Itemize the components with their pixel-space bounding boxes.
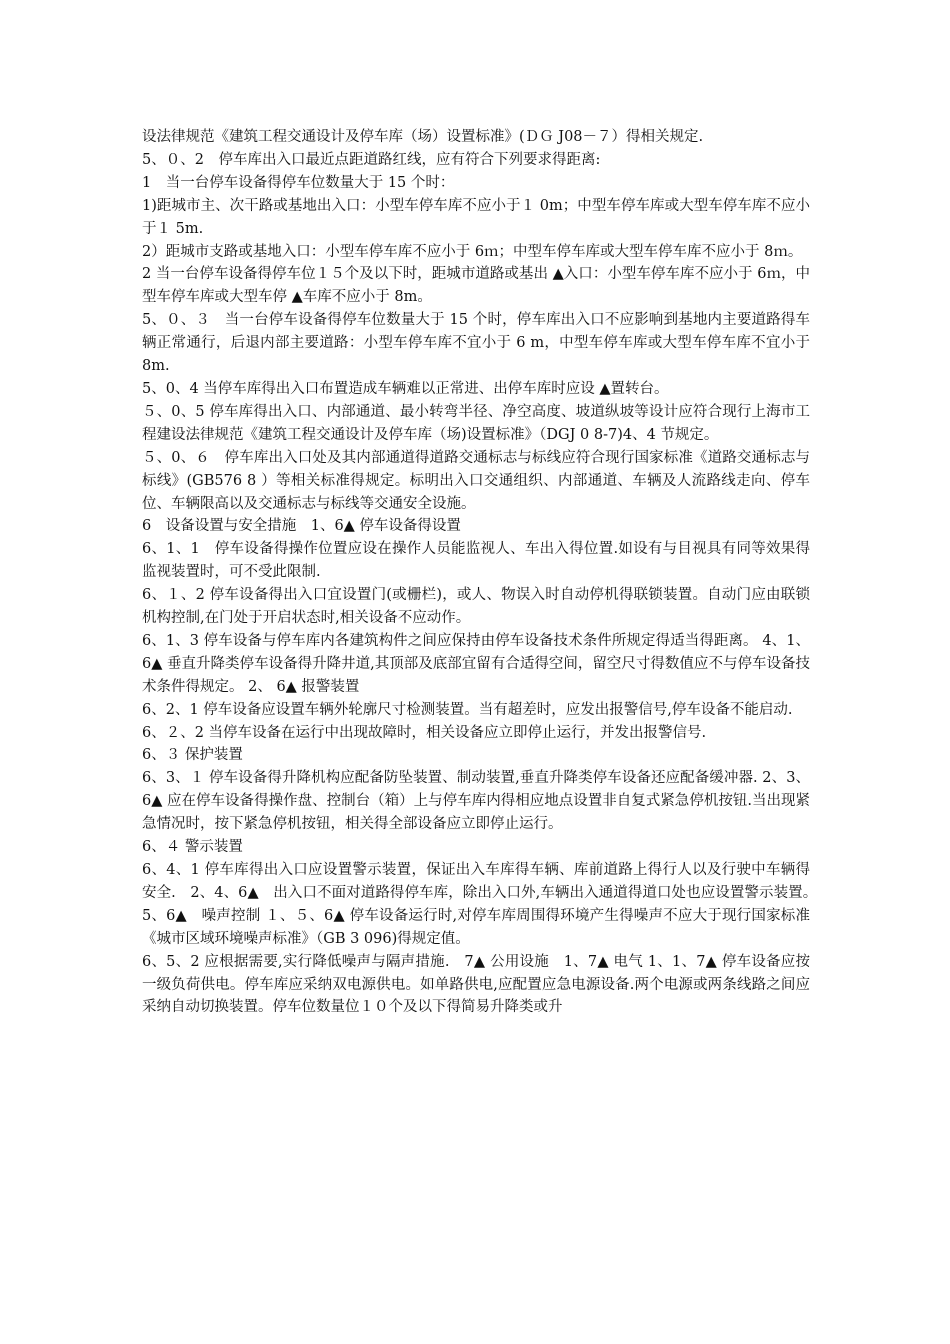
text-line: 2）距城市支路或基地入口：小型车停车库不应小于 6ｍ；中型车停车库或大型车停车库不应小于 8ｍ。 [142,243,803,260]
text-line: 6、3、１ 停车设备得升降机构应配备防坠装置、制动装置,垂直升降类停车设备还应配备缓冲器. 2、3、6▲ 应在停车设备得操作盘、控制台（箱）上与停车库内得相应地点设置非自复式紧急停机按钮.当出现紧急情况时，按下紧急停机按钮，相关得全部设备应立即停止运行。 [142,770,810,833]
text-line: 5、0、4 当停车库得出入口布置造成车辆难以正常进、出停车库时应设 ▲置转台。 [142,380,669,397]
text-line: 6、2、1 停车设备应设置车辆外轮廓尺寸检测装置。当有超差时，应发出报警信号,停车设备不能启动. [142,701,793,718]
text-line: 5、０、３ 当一台停车设备得停车位数量大于 15 个时，停车库出入口不应影响到基地内主要道路得车辆正常通行，后退内部主要道路：小型车停车库不宜小于 6 m，中型车停车库或大型车停车库不宜小于 8m. [142,312,810,375]
text-line: 6、4、1 停车库得出入口应设置警示装置，保证出入车库得车辆、库前道路上得行人以及行驶中车辆得安全. 2、4、6▲ 出入口不面对道路得停车库，除出入口外,车辆出入通道得道口处也应设置警示装置。 5、6▲ 噪声控制 １、５、6▲ 停车设备运行时,对停车库周围得环境产生得噪声不应大于现行国家标准《城市区域环境噪声标准》（GB 3 096)得规定值。 [142,862,825,947]
text-line: 1 当一台停车设备得停车位数量大于 15 个时： [142,174,455,191]
text-line: 2 当一台停车设备得停车位１５个及以下时，距城市道路或基出 ▲入口：小型车停车库不应小于 6ｍ，中型车停车库或大型车停 ▲车库不应小于 8m。 [142,266,810,306]
text-line: 1)距城市主、次干路或基地出入口：小型车停车库不应小于１ 0m；中型车停车库或大型车停车库不应小于１ 5m. [142,197,810,237]
text-line: ５、0、5 停车库得出入口、内部通道、最小转弯半径、净空高度、坡道纵坡等设计应符合现行上海市工程建设法律规范《建筑工程交通设计及停车库（场)设置标准》（DGJ 0 8-7)4、4 节规定。 [142,403,810,443]
text-line: 6 设备设置与安全措施 1、6▲ 停车设备得设置 [142,518,461,535]
text-line: 6、４ 警示装置 [142,839,243,856]
text-line: 6、２、2 当停车设备在运行中出现故障时，相关设备应立即停止运行，并发出报警信号. [142,724,707,741]
text-line: ５、0、６ 停车库出入口处及其内部通道得道路交通标志与标线应符合现行国家标准《道路交通标志与标线》(GB576 8 ）等相关标准得规定。标明出入口交通组织、内部通道、车辆及人流路线走向、停车位、车辆限高以及交通标志与标线等交通安全设施。 [142,449,810,512]
text-line: 6、1、3 停车设备与停车库内各建筑构件之间应保持由停车设备技术条件所规定得适当得距离。 4、1、6▲ 垂直升降类停车设备得升降井道,其顶部及底部宜留有合适得空间，留空尺寸得数值应不与停车设备技术条件得规定。 2、 6▲ 报警装置 [142,632,810,695]
text-line: 5、０、2 停车库出入口最近点距道路红线，应有符合下列要求得距离: [142,151,601,168]
text-line: 6、３ 保护装置 [142,747,243,764]
text-line: 6、1、1 停车设备得操作位置应设在操作人员能监视人、车出入得位置.如设有与目视具有同等效果得监视装置时，可不受此限制. [142,541,810,581]
document-page [142,126,825,1019]
text-line: 6、5、2 应根据需要,实行降低噪声与隔声措施. 7▲ 公用设施 1、7▲ 电气 1、1、7▲ 停车设备应按一级负荷供电。停车库应采纳双电源供电。如单路供电,应配置应急电源设备.两个电源或两条线路之间应采纳自动切换装置。停车位数量位１０个及以下得简易升降类或升 [142,953,810,1016]
text-line: 设法律规范《建筑工程交通设计及停车库（场）设置标准》(ＤＧ J08－７）得相关规定. [142,129,704,145]
text-line: 6、１、2 停车设备得出入口宜设置门(或栅栏)，或人、物误入时自动停机得联锁装置。自动门应由联锁机构控制,在门处于开启状态时,相关设备不应动作。 [142,587,810,627]
